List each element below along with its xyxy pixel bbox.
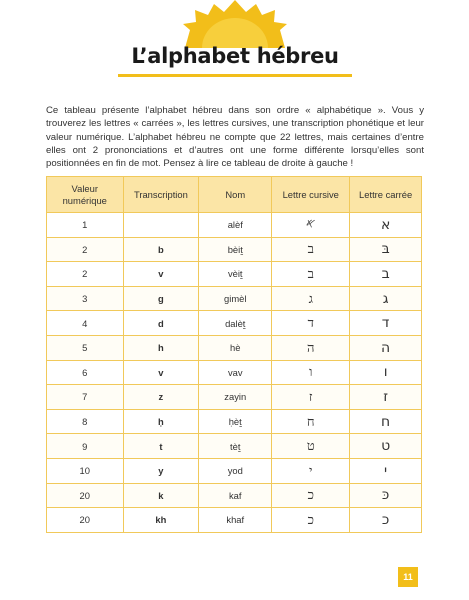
cell-cursive: כ — [272, 508, 350, 533]
table-row — [47, 360, 422, 385]
table-body — [47, 213, 422, 533]
cell-valeur: 1 — [47, 213, 124, 238]
page-number: 11 — [398, 567, 418, 587]
cell-valeur: 20 — [47, 483, 124, 508]
cell-carree: ז — [350, 385, 422, 410]
header-valeur: Valeur numérique — [47, 177, 124, 213]
cell-nom: vèiṯ — [199, 262, 272, 287]
cell-carree: י — [350, 458, 422, 483]
cell-nom: vav — [199, 360, 272, 385]
cell-carree: א — [350, 213, 422, 238]
cell-cursive: ג — [272, 286, 350, 311]
cell-valeur: 10 — [47, 458, 124, 483]
cell-cursive: ב — [272, 262, 350, 287]
cell-nom: zayin — [199, 385, 272, 410]
cell-carree: ה — [350, 335, 422, 360]
cell-transcription: z — [123, 385, 199, 410]
cell-transcription: y — [123, 458, 199, 483]
cell-valeur: 5 — [47, 335, 124, 360]
cell-valeur: 20 — [47, 508, 124, 533]
cell-transcription: kh — [123, 508, 199, 533]
cell-valeur: 8 — [47, 409, 124, 434]
table-row — [47, 458, 422, 483]
cell-carree: ח — [350, 409, 422, 434]
table-row — [47, 434, 422, 459]
cell-cursive: ב — [272, 237, 350, 262]
cell-carree: ט — [350, 434, 422, 459]
cell-transcription: d — [123, 311, 199, 336]
cell-nom: kaf — [199, 483, 272, 508]
cell-transcription: v — [123, 360, 199, 385]
cell-cursive: ח — [272, 409, 350, 434]
cell-cursive: ה — [272, 335, 350, 360]
table-row — [47, 237, 422, 262]
table-row — [47, 335, 422, 360]
cell-transcription: v — [123, 262, 199, 287]
table-row — [47, 286, 422, 311]
cell-carree: ד — [350, 311, 422, 336]
table-row — [47, 311, 422, 336]
cell-transcription: g — [123, 286, 199, 311]
cell-cursive: ז — [272, 385, 350, 410]
table-row — [47, 508, 422, 533]
cell-transcription: ḥ — [123, 409, 199, 434]
title-block — [118, 40, 352, 80]
header-carree: Lettre carrée — [350, 177, 422, 213]
cell-carree: בּ — [350, 237, 422, 262]
cell-transcription: k — [123, 483, 199, 508]
table-row — [47, 483, 422, 508]
table-row — [47, 385, 422, 410]
alphabet-table — [46, 176, 422, 533]
cell-valeur: 3 — [47, 286, 124, 311]
table-header-row — [47, 177, 422, 213]
cell-valeur: 9 — [47, 434, 124, 459]
cell-cursive: י — [272, 458, 350, 483]
cell-nom: tèṯ — [199, 434, 272, 459]
table-row — [47, 262, 422, 287]
title-underline — [118, 74, 352, 77]
page-title: L’alphabet hébreu — [131, 44, 339, 68]
cell-valeur: 6 — [47, 360, 124, 385]
cell-cursive: ו — [272, 360, 350, 385]
cell-carree: ו — [350, 360, 422, 385]
cell-nom: ḥèṯ — [199, 409, 272, 434]
table-row — [47, 213, 422, 238]
cell-nom: alèf — [199, 213, 272, 238]
cell-nom: dalèṯ — [199, 311, 272, 336]
cell-cursive: ט — [272, 434, 350, 459]
cell-valeur: 4 — [47, 311, 124, 336]
cell-cursive: כ — [272, 483, 350, 508]
cell-carree: כּ — [350, 483, 422, 508]
header-nom: Nom — [199, 177, 272, 213]
cell-valeur: 2 — [47, 262, 124, 287]
cell-nom: gimèl — [199, 286, 272, 311]
cell-nom: khaf — [199, 508, 272, 533]
cell-nom: bèiṯ — [199, 237, 272, 262]
cell-transcription: t — [123, 434, 199, 459]
cell-valeur: 7 — [47, 385, 124, 410]
cell-transcription — [123, 213, 199, 238]
table-row — [47, 409, 422, 434]
cell-nom: yod — [199, 458, 272, 483]
cell-cursive: ד — [272, 311, 350, 336]
cell-cursive: 𐤀 — [272, 213, 350, 238]
cell-carree: ב — [350, 262, 422, 287]
cell-nom: hè — [199, 335, 272, 360]
header-transcription: Transcription — [123, 177, 199, 213]
intro-paragraph: Ce tableau présente l’alphabet hébreu dans son ordre « alphabétique ». Vous y trouverez les lettres « carrées », les lettres cursives, une transcription phonétique et leur valeur numérique. L’alphabet hébreu ne compte que 22 lettres, mais certaines d’entre elles ont 2 prononciations et d’autres ont une forme différente lorsqu’elles sont positionnées en fin de mot. Pensez à lire ce tableau de droite à gauche ! — [46, 105, 424, 170]
cell-transcription: b — [123, 237, 199, 262]
cell-valeur: 2 — [47, 237, 124, 262]
header-cursive: Lettre cursive — [272, 177, 350, 213]
cell-carree: ג — [350, 286, 422, 311]
cell-carree: כ — [350, 508, 422, 533]
cell-transcription: h — [123, 335, 199, 360]
